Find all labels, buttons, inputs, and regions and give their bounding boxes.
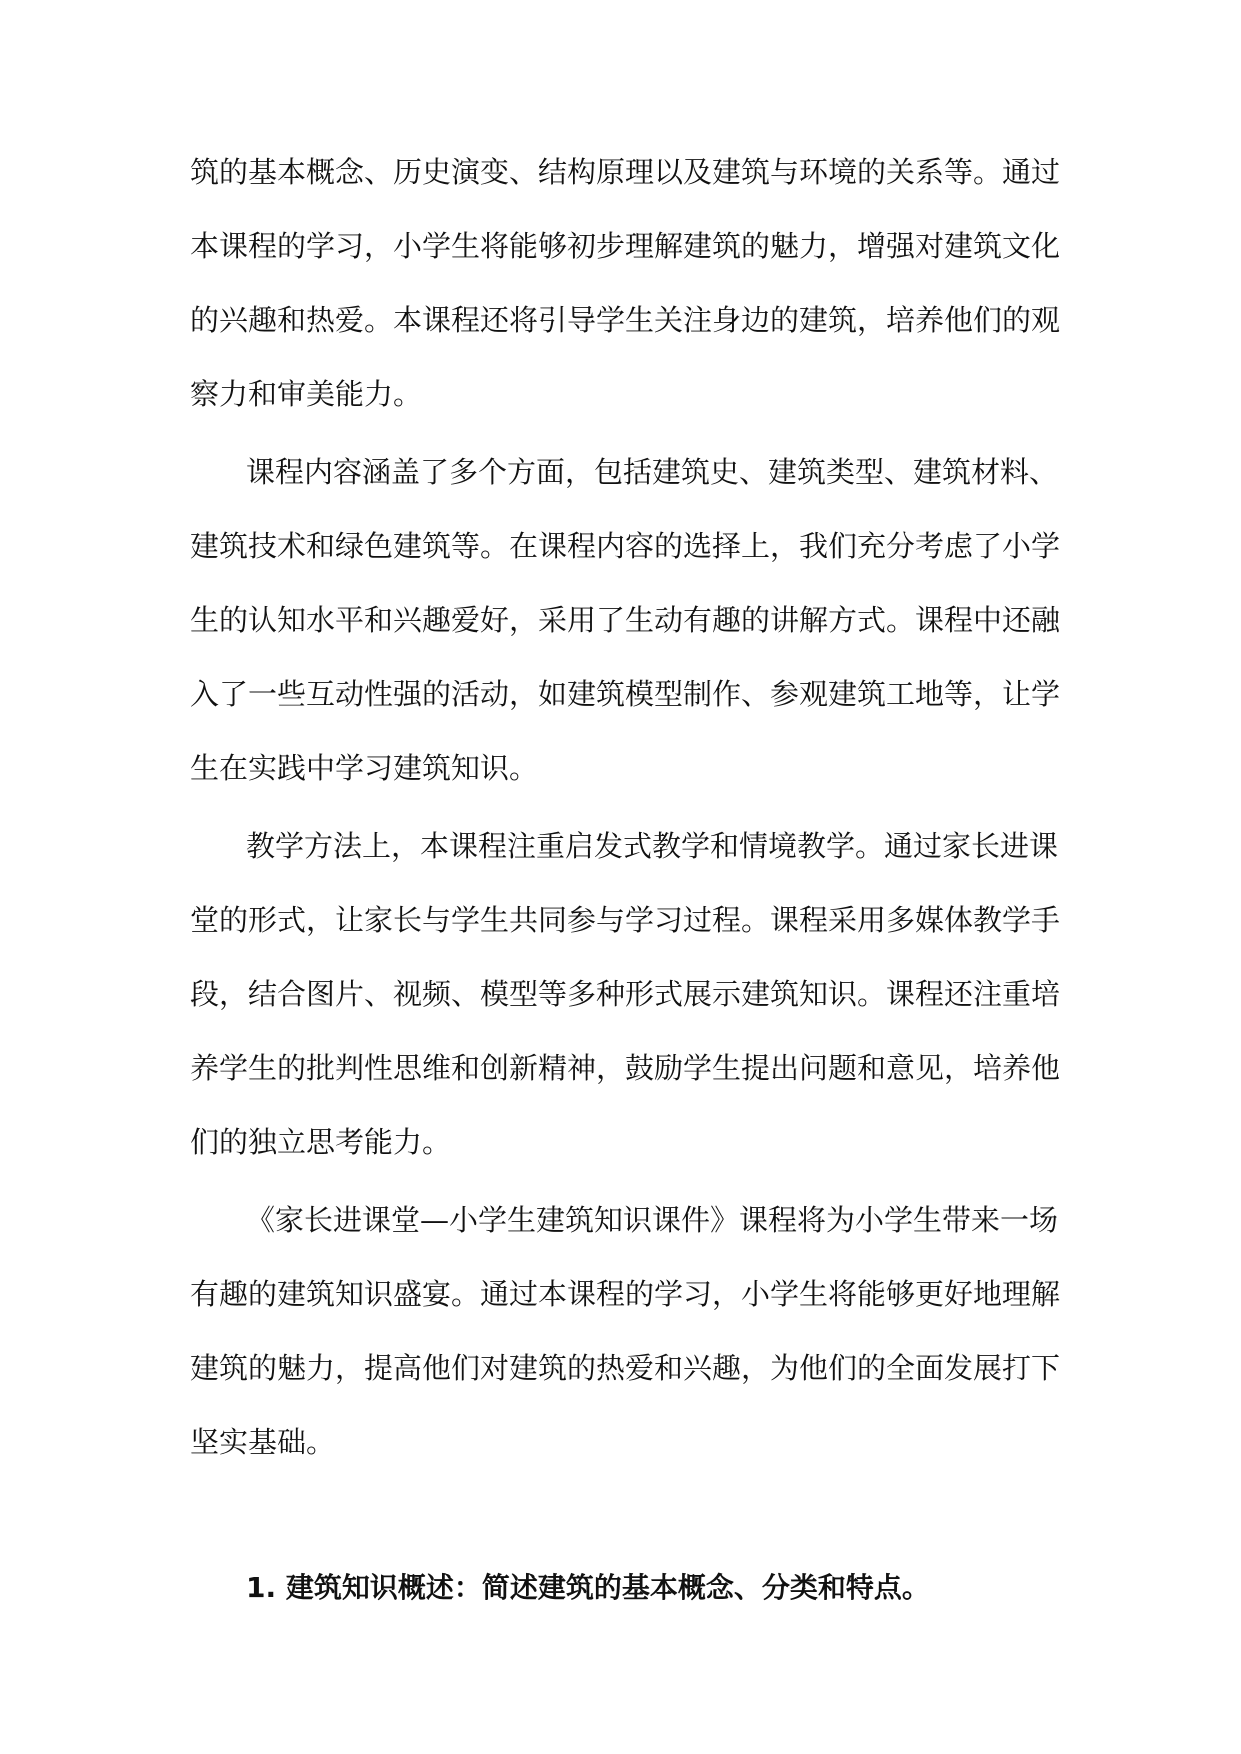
paragraph-line: 课程内容涵盖了多个方面，包括建筑史、建筑类型、建筑材料、 <box>246 455 1059 489</box>
paragraph-line: 堂的形式，让家长与学生共同参与学习过程。课程采用多媒体教学手 <box>190 903 1061 937</box>
paragraph-line: 有趣的建筑知识盛宴。通过本课程的学习，小学生将能够更好地理解 <box>190 1277 1061 1311</box>
paragraph-line: 养学生的批判性思维和创新精神，鼓励学生提出问题和意见，培养他 <box>190 1051 1061 1085</box>
paragraph-line: 建筑技术和绿色建筑等。在课程内容的选择上，我们充分考虑了小学 <box>190 529 1061 563</box>
paragraph-line: 入了一些互动性强的活动，如建筑模型制作、参观建筑工地等，让学 <box>190 677 1061 711</box>
section-heading: 1. 建筑知识概述：简述建筑的基本概念、分类和特点。 <box>246 1571 930 1604</box>
paragraph-line: 段，结合图片、视频、模型等多种形式展示建筑知识。课程还注重培 <box>190 977 1061 1011</box>
paragraph-line: 察力和审美能力。 <box>190 377 423 411</box>
paragraph-line: 教学方法上，本课程注重启发式教学和情境教学。通过家长进课 <box>246 829 1059 863</box>
paragraph-line: 《家长进课堂—小学生建筑知识课件》课程将为小学生带来一场 <box>246 1203 1059 1237</box>
paragraph-line: 生在实践中学习建筑知识。 <box>190 751 539 785</box>
paragraph-line: 筑的基本概念、历史演变、结构原理以及建筑与环境的关系等。通过 <box>190 155 1061 189</box>
paragraph-line: 的兴趣和热爱。本课程还将引导学生关注身边的建筑，培养他们的观 <box>190 303 1061 337</box>
paragraph-line: 们的独立思考能力。 <box>190 1125 452 1159</box>
paragraph-line: 本课程的学习，小学生将能够初步理解建筑的魅力，增强对建筑文化 <box>190 229 1061 263</box>
paragraph-line: 坚实基础。 <box>190 1425 336 1459</box>
paragraph-line: 生的认知水平和兴趣爱好，采用了生动有趣的讲解方式。课程中还融 <box>190 603 1061 637</box>
paragraph-line: 建筑的魅力，提高他们对建筑的热爱和兴趣，为他们的全面发展打下 <box>190 1351 1061 1385</box>
